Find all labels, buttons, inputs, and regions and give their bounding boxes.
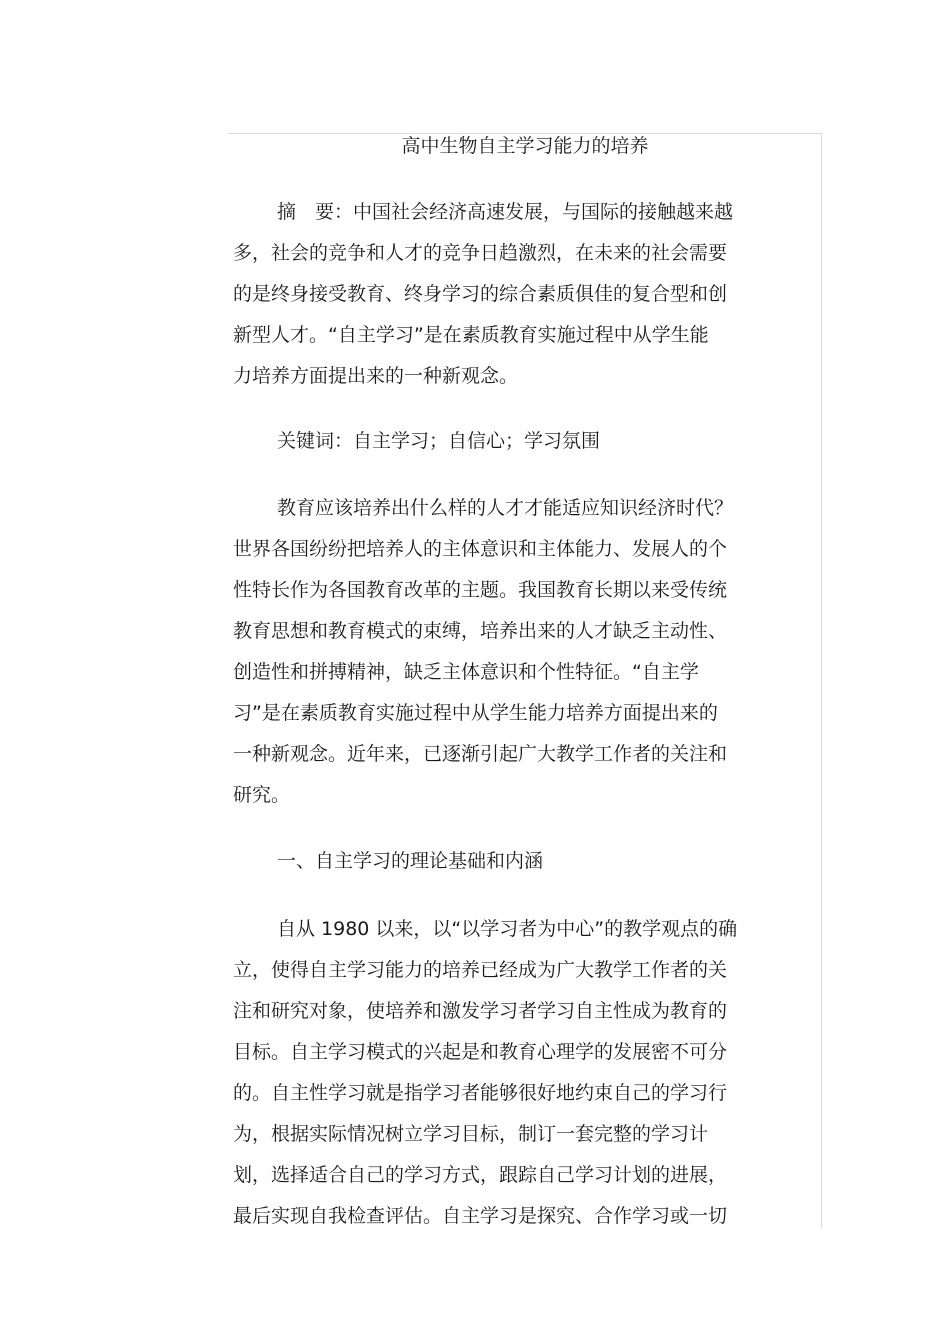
abstract-line: 的是终身接受教育、终身学习的综合素质俱佳的复合型和创 (233, 283, 728, 305)
page-frame-right-border (821, 133, 822, 1228)
intro-paragraph (233, 488, 793, 816)
intro-line: 研究。 (233, 784, 291, 806)
abstract-line: 力培养方面提出来的一种新观念。 (233, 365, 519, 387)
keywords-line: 关键词：自主学习；自信心；学习氛围 (277, 430, 601, 452)
intro-line: 教育应该培养出什么样的人才才能适应知识经济时代？ (277, 497, 734, 519)
section-line: 划，选择适合自己的学习方式，跟踪自己学习计划的进展， (233, 1164, 728, 1186)
section-line: 的。自主性学习就是指学习者能够很好地约束自己的学习行 (233, 1082, 728, 1104)
intro-line: 一种新观念。近年来，已逐渐引起广大教学工作者的关注和 (233, 743, 728, 765)
section-line: 立，使得自主学习能力的培养已经成为广大教学工作者的关 (233, 959, 728, 981)
document-title: 高中生物自主学习能力的培养 (401, 135, 649, 157)
abstract-line: 新型人才。“自主学习”是在素质教育实施过程中从学生能 (233, 324, 709, 346)
section-line: 自从 1980 以来，以“以学习者为中心”的教学观点的确 (277, 918, 738, 940)
section-line: 目标。自主学习模式的兴起是和教育心理学的发展密不可分 (233, 1041, 728, 1063)
section-line: 为，根据实际情况树立学习目标，制订一套完整的学习计 (233, 1123, 709, 1145)
abstract-line: 多，社会的竞争和人才的竞争日趋激烈，在未来的社会需要 (233, 242, 728, 264)
intro-line: 习”是在素质教育实施过程中从学生能力培养方面提出来的 (233, 702, 718, 724)
section-line: 注和研究对象，使培养和激发学习者学习自主性成为教育的 (233, 1000, 728, 1022)
abstract-line: 摘 要：中国社会经济高速发展，与国际的接触越来越 (277, 201, 734, 223)
intro-line: 世界各国纷纷把培养人的主体意识和主体能力、发展人的个 (233, 538, 728, 560)
intro-line: 性特长作为各国教育改革的主题。我国教育长期以来受传统 (233, 579, 728, 601)
section-heading-paragraph (233, 841, 793, 882)
section-paragraph (233, 909, 793, 1237)
keywords-paragraph (233, 421, 793, 462)
intro-line: 教育思想和教育模式的束缚，培养出来的人才缺乏主动性、 (233, 620, 728, 642)
abstract-paragraph (233, 192, 793, 397)
section-line: 最后实现自我检查评估。自主学习是探究、合作学习或一切 (233, 1205, 728, 1227)
intro-line: 创造性和拼搏精神，缺乏主体意识和个性特征。“自主学 (233, 661, 699, 683)
section-heading: 一、自主学习的理论基础和内涵 (277, 850, 544, 872)
